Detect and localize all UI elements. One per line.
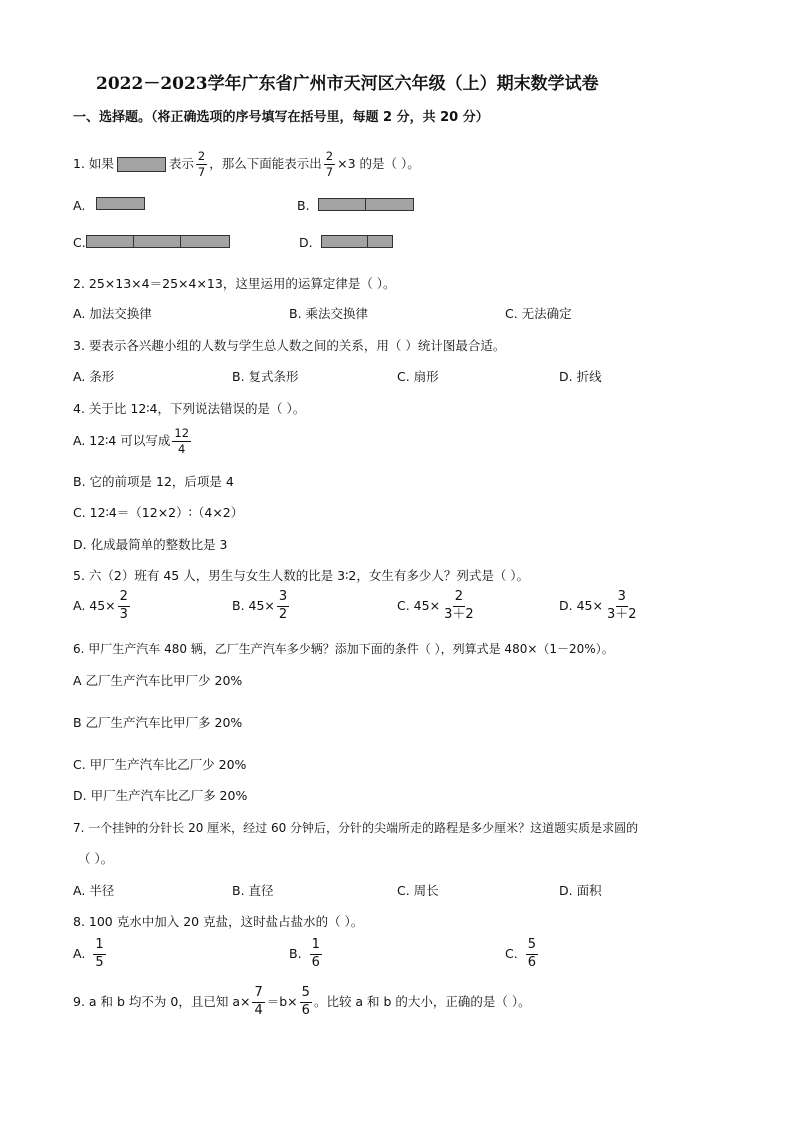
q8-option-c-text: C.	[505, 946, 518, 962]
q8-option-c[interactable]	[505, 938, 540, 971]
q1-bar-graphic	[117, 157, 166, 172]
q9-mid: ＝b×	[266, 994, 298, 1010]
q7-option-c[interactable]: C. 周长	[397, 883, 439, 898]
q9-post: 。比较 a 和 b 的大小，正确的是（ ）。	[313, 994, 531, 1010]
q1-option-b-label[interactable]: B.	[297, 198, 310, 213]
q8-option-b-text: B.	[289, 946, 302, 962]
q8-option-b-fraction: $\frac{1}{6}$	[311, 937, 320, 970]
q8-option-b[interactable]	[289, 938, 324, 971]
q1-fraction-1: $\frac{2}{7}$	[197, 149, 206, 180]
q4-option-d[interactable]: D. 化成最简单的整数比是 3	[73, 537, 228, 552]
q2-option-a[interactable]: A. 加法交换律	[73, 306, 152, 321]
q4-option-a-fraction: $\frac{12}{4}$	[174, 426, 190, 457]
q1-option-d-label[interactable]: D.	[299, 235, 313, 250]
q5-option-b-text: B. 45×	[232, 598, 275, 614]
q6-option-a[interactable]: A 乙厂生产汽车比甲厂少 20%	[73, 673, 243, 688]
q5-option-c-text: C. 45×	[397, 598, 441, 614]
q4-option-a-text: A. 12∶4 可以写成	[73, 433, 171, 449]
q5-option-a-text: A. 45×	[73, 598, 116, 614]
q1-option-c-label[interactable]: C.	[73, 235, 86, 250]
q3-option-a[interactable]: A. 条形	[73, 369, 115, 384]
question-2-stem: 2. 25×13×4＝25×4×13，这里运用的运算定律是（ ）。	[73, 276, 396, 291]
q1-mid2: ，那么下面能表示出	[209, 156, 322, 172]
q1-option-d-bar	[321, 235, 393, 248]
q8-option-a[interactable]	[73, 938, 108, 971]
q5-option-a[interactable]	[73, 590, 132, 623]
q8-option-a-fraction: $\frac{1}{5}$	[95, 937, 104, 970]
question-4-stem: 4. 关于比 12∶4，下列说法错误的是（ ）。	[73, 401, 306, 416]
q5-option-a-fraction: $\frac{2}{3}$	[119, 589, 128, 622]
q7-option-b[interactable]: B. 直径	[232, 883, 274, 898]
q1-option-a-bar	[96, 197, 145, 210]
q4-option-b[interactable]: B. 它的前项是 12，后项是 4	[73, 474, 234, 489]
q9-fraction-2: $\frac{5}{6}$	[301, 985, 310, 1018]
q2-option-b[interactable]: B. 乘法交换律	[289, 306, 369, 321]
question-5-stem: 5. 六（2）班有 45 人，男生与女生人数的比是 3∶2，女生有多少人？列式是（ ）。	[73, 568, 530, 583]
q2-option-c[interactable]: C. 无法确定	[505, 306, 572, 321]
q1-option-c-bar	[86, 235, 230, 248]
q5-option-b-fraction: $\frac{3}{2}$	[278, 589, 288, 622]
q6-option-d[interactable]: D. 甲厂生产汽车比乙厂多 20%	[73, 788, 248, 803]
page-title: 2022－2023学年广东省广州市天河区六年级（上）期末数学试卷	[96, 74, 599, 94]
question-7-stem-line2: （ ）。	[78, 851, 114, 866]
q5-option-c-fraction: $\frac{2}{3+2}$	[444, 589, 474, 622]
q1-post: ×3 的是（ ）。	[337, 156, 420, 172]
q5-option-d-text: D. 45×	[559, 598, 603, 614]
question-1-stem	[73, 150, 420, 179]
q6-option-b[interactable]: B 乙厂生产汽车比甲厂多 20%	[73, 715, 243, 730]
q5-option-d-fraction: $\frac{3}{3+2}$	[606, 589, 637, 622]
q1-pre: 1. 如果	[73, 156, 114, 172]
question-8-stem: 8. 100 克水中加入 20 克盐，这时盐占盐水的（ ）。	[73, 914, 364, 929]
question-6-stem: 6. 甲厂生产汽车 480 辆，乙厂生产汽车多少辆？添加下面的条件（ ），列算式是 480×（1－20%）。	[73, 642, 614, 656]
q5-option-c[interactable]	[397, 590, 478, 623]
question-7-stem-line1: 7. 一个挂钟的分针长 20 厘米，经过 60 分钟后，分针的尖端所走的路程是多少厘米？这道题实质是求圆的	[73, 821, 639, 835]
q3-option-d[interactable]: D. 折线	[559, 369, 602, 384]
q8-option-c-fraction: $\frac{5}{6}$	[527, 937, 536, 970]
q4-option-c[interactable]: C. 12∶4＝（12×2）∶（4×2）	[73, 505, 244, 520]
q8-option-a-text: A.	[73, 946, 86, 962]
q7-option-d[interactable]: D. 面积	[559, 883, 602, 898]
q1-fraction-2: $\frac{2}{7}$	[325, 149, 334, 180]
q6-option-c[interactable]: C. 甲厂生产汽车比乙厂少 20%	[73, 757, 247, 772]
question-9-stem	[73, 986, 531, 1019]
q4-option-a[interactable]	[73, 427, 193, 456]
q1-option-a-label[interactable]: A.	[73, 198, 86, 213]
q9-pre: 9. a 和 b 均不为 0，且已知 a×	[73, 994, 251, 1010]
q1-mid: 表示	[168, 156, 194, 172]
q5-option-d[interactable]	[559, 590, 641, 623]
q3-option-c[interactable]: C. 扇形	[397, 369, 439, 384]
q3-option-b[interactable]: B. 复式条形	[232, 369, 299, 384]
q1-option-b-bar	[318, 198, 414, 211]
q9-fraction-1: $\frac{7}{4}$	[254, 985, 263, 1018]
q5-option-b[interactable]	[232, 590, 291, 623]
section-header: 一、选择题。（将正确选项的序号填写在括号里，每题 2 分，共 20 分）	[73, 110, 489, 125]
question-3-stem: 3. 要表示各兴趣小组的人数与学生总人数之间的关系，用（ ）统计图最合适。	[73, 338, 506, 353]
q7-option-a[interactable]: A. 半径	[73, 883, 115, 898]
